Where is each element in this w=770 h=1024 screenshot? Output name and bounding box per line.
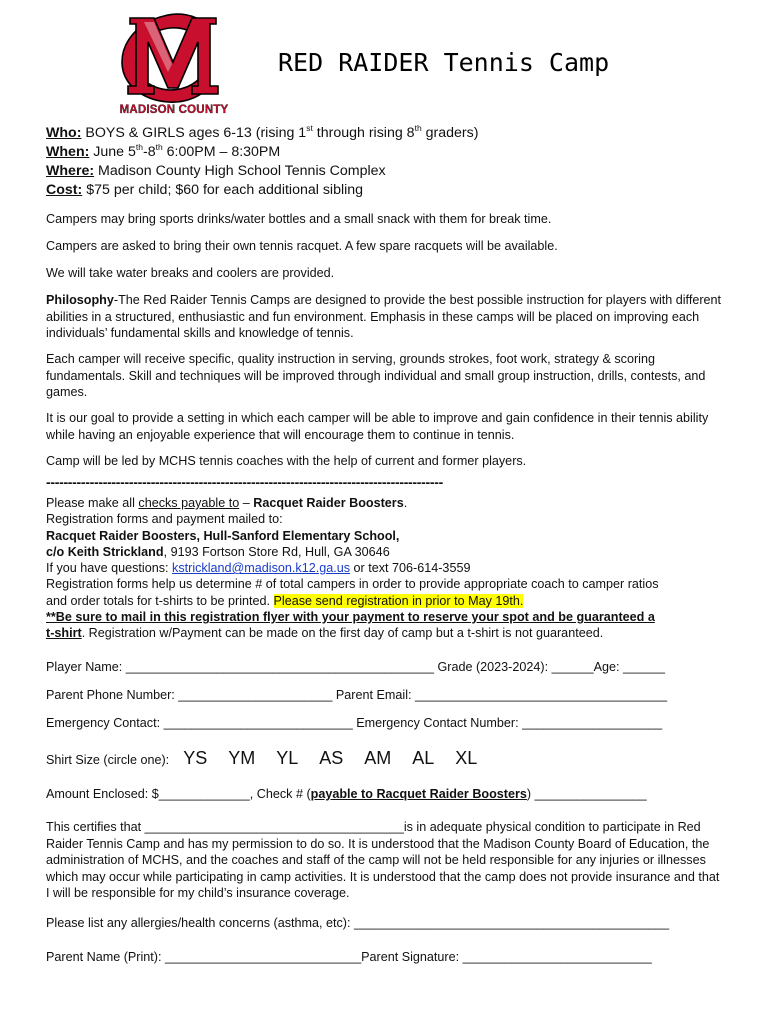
guarantee-notice: **Be sure to mail in this registration flyer with your payment to reserve your spot and be guaranteed a — [46, 610, 655, 625]
when-row — [46, 143, 478, 162]
email-link[interactable]: kstrickland@madison.k12.ga.us — [172, 561, 351, 576]
where-text: Madison County High School Tennis Complex — [94, 163, 386, 179]
paragraph-coaches: Camp will be led by MCHS tennis coaches with the help of current and former players. — [46, 454, 527, 468]
text: ) ________________ — [526, 787, 647, 801]
philosophy-label: Philosophy — [46, 293, 114, 307]
forms-line: Registration forms help us determine # of total campers in order to provide appropriate coach to camper ratios — [46, 577, 659, 592]
who-label: Who: — [46, 125, 82, 141]
checks-line — [46, 495, 736, 511]
page-title: RED RAIDER Tennis Camp — [278, 48, 610, 77]
questions-line — [46, 560, 736, 576]
text: Amount Enclosed: $_____________, Check # ( — [46, 787, 311, 801]
when-text: -8 — [142, 144, 156, 160]
paragraph-water: We will take water breaks and coolers are provided. — [46, 266, 335, 280]
size-option[interactable]: YS — [183, 748, 208, 768]
paragraph-drinks: Campers may bring sports drinks/water bottles and a small snack with them for break time. — [46, 212, 552, 226]
shirt-size-row — [46, 748, 498, 769]
address-line-2 — [46, 544, 736, 560]
when-label: When: — [46, 144, 90, 160]
contact-name: c/o Keith Strickland — [46, 544, 164, 559]
size-option[interactable]: YM — [228, 748, 256, 768]
superscript: th — [414, 123, 422, 133]
superscript: st — [306, 123, 313, 133]
parent-contact-field[interactable]: Parent Phone Number: ______________________ Parent Email: ____________________________________ — [46, 688, 668, 702]
text: . — [403, 496, 408, 510]
cost-row — [46, 181, 478, 200]
emergency-contact-field[interactable]: Emergency Contact: ___________________________ Emergency Contact Number: ____________________ — [46, 716, 663, 730]
where-label: Where: — [46, 163, 95, 179]
text: . Registration w/Payment can be made on the first day of camp but a t-shirt is not guaranteed. — [81, 626, 604, 641]
tshirt-order-line — [46, 593, 736, 609]
deadline-highlight: Please send registration in prior to May 19th. — [273, 593, 524, 608]
player-name-field[interactable]: Player Name: ____________________________________________ Grade (2023-2024): ______Age: ______ — [46, 660, 666, 674]
parent-signature-field[interactable]: Parent Name (Print): ____________________________Parent Signature: ___________________________ — [46, 950, 652, 964]
text: or text 706-614-3559 — [350, 561, 471, 576]
mail-line: Registration forms and payment mailed to: — [46, 512, 283, 527]
cost-label: Cost: — [46, 182, 83, 198]
size-option[interactable]: XL — [455, 748, 478, 768]
mc-monogram-icon — [108, 10, 238, 104]
payable-note: payable to Racquet Raider Boosters — [310, 787, 527, 801]
cut-line-divider: ------------------------------------------------------------------------------------------- — [46, 474, 443, 490]
address-line-1 — [46, 528, 736, 544]
madison-county-logo — [108, 10, 238, 122]
paragraph-goal: It is our goal to provide a setting in which each camper will be able to improve and gain confidence in their tennis ability while having an enjoyable experience that will encourage them to continue in tennis. — [46, 411, 709, 442]
checks-payable-text: checks payable to — [138, 496, 240, 510]
registration-info — [46, 495, 736, 642]
superscript: th — [135, 142, 143, 152]
logo-wordmark: MADISON COUNTY — [119, 104, 229, 116]
when-text: 6:00PM – 8:30PM — [162, 144, 281, 160]
cost-text: $75 per child; $60 for each additional sibling — [82, 182, 364, 198]
text: If you have questions: — [46, 561, 173, 576]
size-option[interactable]: AL — [412, 748, 435, 768]
text: Please make all — [46, 496, 139, 510]
when-text: June 5 — [89, 144, 136, 160]
size-option[interactable]: AM — [364, 748, 392, 768]
philosophy-text: -The Red Raider Tennis Camps are designed to provide the best possible instruction for players with different abilities in a structured, enthusiastic and fun environment. Emphasis in these camps will be placed on improving each individuals’ fundamental skills and knowledge of tennis. — [46, 293, 722, 340]
who-text: through rising 8 — [312, 125, 415, 141]
shirt-size-label: Shirt Size (circle one): — [46, 753, 170, 767]
text: and order totals for t-shirts to be printed. — [46, 593, 274, 608]
where-row — [46, 162, 478, 181]
text: – — [239, 496, 254, 510]
camp-details — [46, 124, 478, 200]
shirt-size-options — [183, 748, 498, 768]
certification-paragraph: This certifies that _____________________________________is in adequate physical condition to participate in Red Raider Tennis Camp and has my permission to do so. It is understood that the Madison County Board of Education, the administration of MCHS, and the coaches and staff of the camp will not be held responsible for any injuries or illnesses which may occur while participating in camp activities. It is understood that the camp does not provide insurance and that I will be responsible for my child’s insurance coverage. — [46, 820, 720, 900]
who-text: BOYS & GIRLS ages 6-13 (rising 1 — [81, 125, 307, 141]
allergies-field[interactable]: Please list any allergies/health concerns (asthma, etc): _____________________________________________ — [46, 916, 670, 930]
payee-name: Racquet Raider Boosters — [253, 496, 404, 510]
amount-enclosed-field[interactable] — [46, 787, 647, 801]
who-row — [46, 124, 478, 143]
size-option[interactable]: AS — [319, 748, 344, 768]
paragraph-instruction: Each camper will receive specific, quality instruction in serving, grounds strokes, foot work, strategy & scoring fundamentals. Skill and techniques will be improved through individual and small group instruction, drills, contests, and games. — [46, 352, 706, 399]
paragraph-philosophy — [46, 292, 726, 342]
payment-day-line — [46, 625, 736, 641]
tshirt-word: t-shirt — [46, 626, 82, 641]
who-text: graders) — [421, 125, 479, 141]
guarantee-line — [46, 609, 736, 625]
size-option[interactable]: YL — [276, 748, 299, 768]
paragraph-racquet: Campers are asked to bring their own tennis racquet. A few spare racquets will be available. — [46, 239, 558, 253]
address-bold: Racquet Raider Boosters, Hull-Sanford Elementary School, — [46, 528, 400, 543]
street-address: , 9193 Fortson Store Rd, Hull, GA 30646 — [163, 544, 390, 559]
superscript: th — [155, 142, 163, 152]
